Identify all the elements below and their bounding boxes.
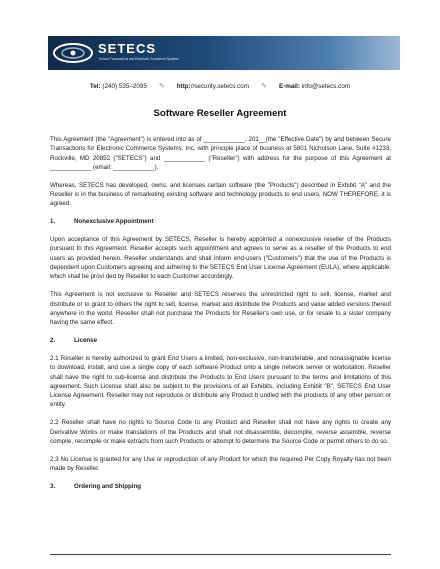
email-info[interactable] [279, 83, 350, 90]
section-title: License [74, 337, 98, 345]
logo-tagline: Secure Transactions and Electronic Commerce Systems [99, 57, 179, 61]
pencil-separator-icon: ✎ [261, 83, 267, 90]
email-value[interactable]: info@setecs.com [301, 82, 351, 90]
paragraph: 2.2 Reseller shall have no rights to Source Code to any Product and Reseller shall not have any rights to create any Derivative Works or make translations of the Products and shall not disassemble, decompile, reverse assemble, reverse compile, recompile or make extracts from such Products or attempt to determine the Source Code or permit others to do so. [50, 419, 391, 445]
section-title: Nonexclusive Appointment [74, 218, 154, 226]
intro-paragraph: This Agreement (the "Agreement") is entered into as of ____________, 201__(the "Effective Date") by and between Secure Transactions for Electronic Commerce Systems, Inc. with principle place of business at 5801 Nicholson Lane, Suite #1233, Rockville, MD 20852 ("SETECS") and ____________ ("Reseller") with address for the purpose of this Agreement at ____________ (email: ____________). [50, 136, 391, 171]
section-title: Ordering and Shipping [74, 482, 142, 490]
http-value[interactable]: //security.setecs.com [190, 82, 250, 90]
document-body [50, 135, 391, 500]
contact-line [0, 82, 440, 90]
tel-value: (240) 535–2095 [102, 82, 147, 90]
tel-info [90, 83, 147, 90]
whereas-paragraph: Whereas, SETECS has developed, owns, and licenses certain software (the "Products") described in Exhibit "A" and the Reseller is in the business of remarketing existing software and technology products to end users, NOW THEREFORE, it is agreed: [50, 181, 391, 208]
section-heading-1 [50, 217, 391, 226]
section-heading-2 [50, 336, 391, 345]
logo-text: SETECS [98, 41, 157, 56]
http-label: http: [176, 82, 191, 90]
paragraph: This Agreement is not exclusive to Reseller and SETECS reserves the unrestricted right to sell, license, market and distribute or to grant to others the right to sell, license, market and distribute the Products and value added versions thereof anywhere in the world. Reseller shall not purchase the Products for Reseller's own use, or for resale to a sister company having the same effect. [50, 291, 391, 327]
section-number: 2. [50, 337, 56, 345]
document-title: Software Reseller Agreement [153, 108, 287, 119]
company-banner [48, 36, 400, 70]
section-number: 1. [50, 218, 56, 226]
setecs-logo-icon [52, 41, 94, 65]
http-info[interactable] [177, 83, 249, 90]
section-heading-3 [50, 482, 391, 491]
divider [50, 554, 391, 555]
paragraph: Upon acceptance of this Agreement by SETECS, Reseller is hereby appointed a nonexclusive reseller of the Products pursuant to this Agreement. Reseller accepts such appointment and agrees to serve as a reseller of the Products to end users as provided herein. Reseller understands and shall inform end-users ("Customers") that the use of the Products is dependent upon Customers agreeing and adhering to the SETECS End User License Agreement (EULA), where applicable, which shall be provi ded by Reseller to each Customer accordingly. [50, 236, 391, 281]
tel-label: Tel: [89, 82, 101, 90]
pencil-separator-icon: ✎ [158, 83, 165, 90]
paragraph: 2.1 Reseller is hereby authorized to grant End Users a limited, non-exclusive, non-transferable, and nonassignable license to download, install, and use a single copy of each software Product onto a single network server or workstation. Reseller shall have the right to sub-license and distribute the Products to End Users pursuant to the terms and limitations of this agreement. Such License shall also be subject to the provisions of all Exhibits, including Exhibit "B", SETECS End User License Agreement. Reseller may not reproduce or distribute any Product b undled with the products of any other person or entity. [50, 354, 391, 409]
paragraph: 2.3 No License is granted for any Use or reproduction of any Product for which the required Per Copy Royalty has not been made by Reseller. [50, 455, 391, 473]
section-number: 3. [50, 482, 56, 490]
email-label: E-mail: [278, 82, 300, 90]
